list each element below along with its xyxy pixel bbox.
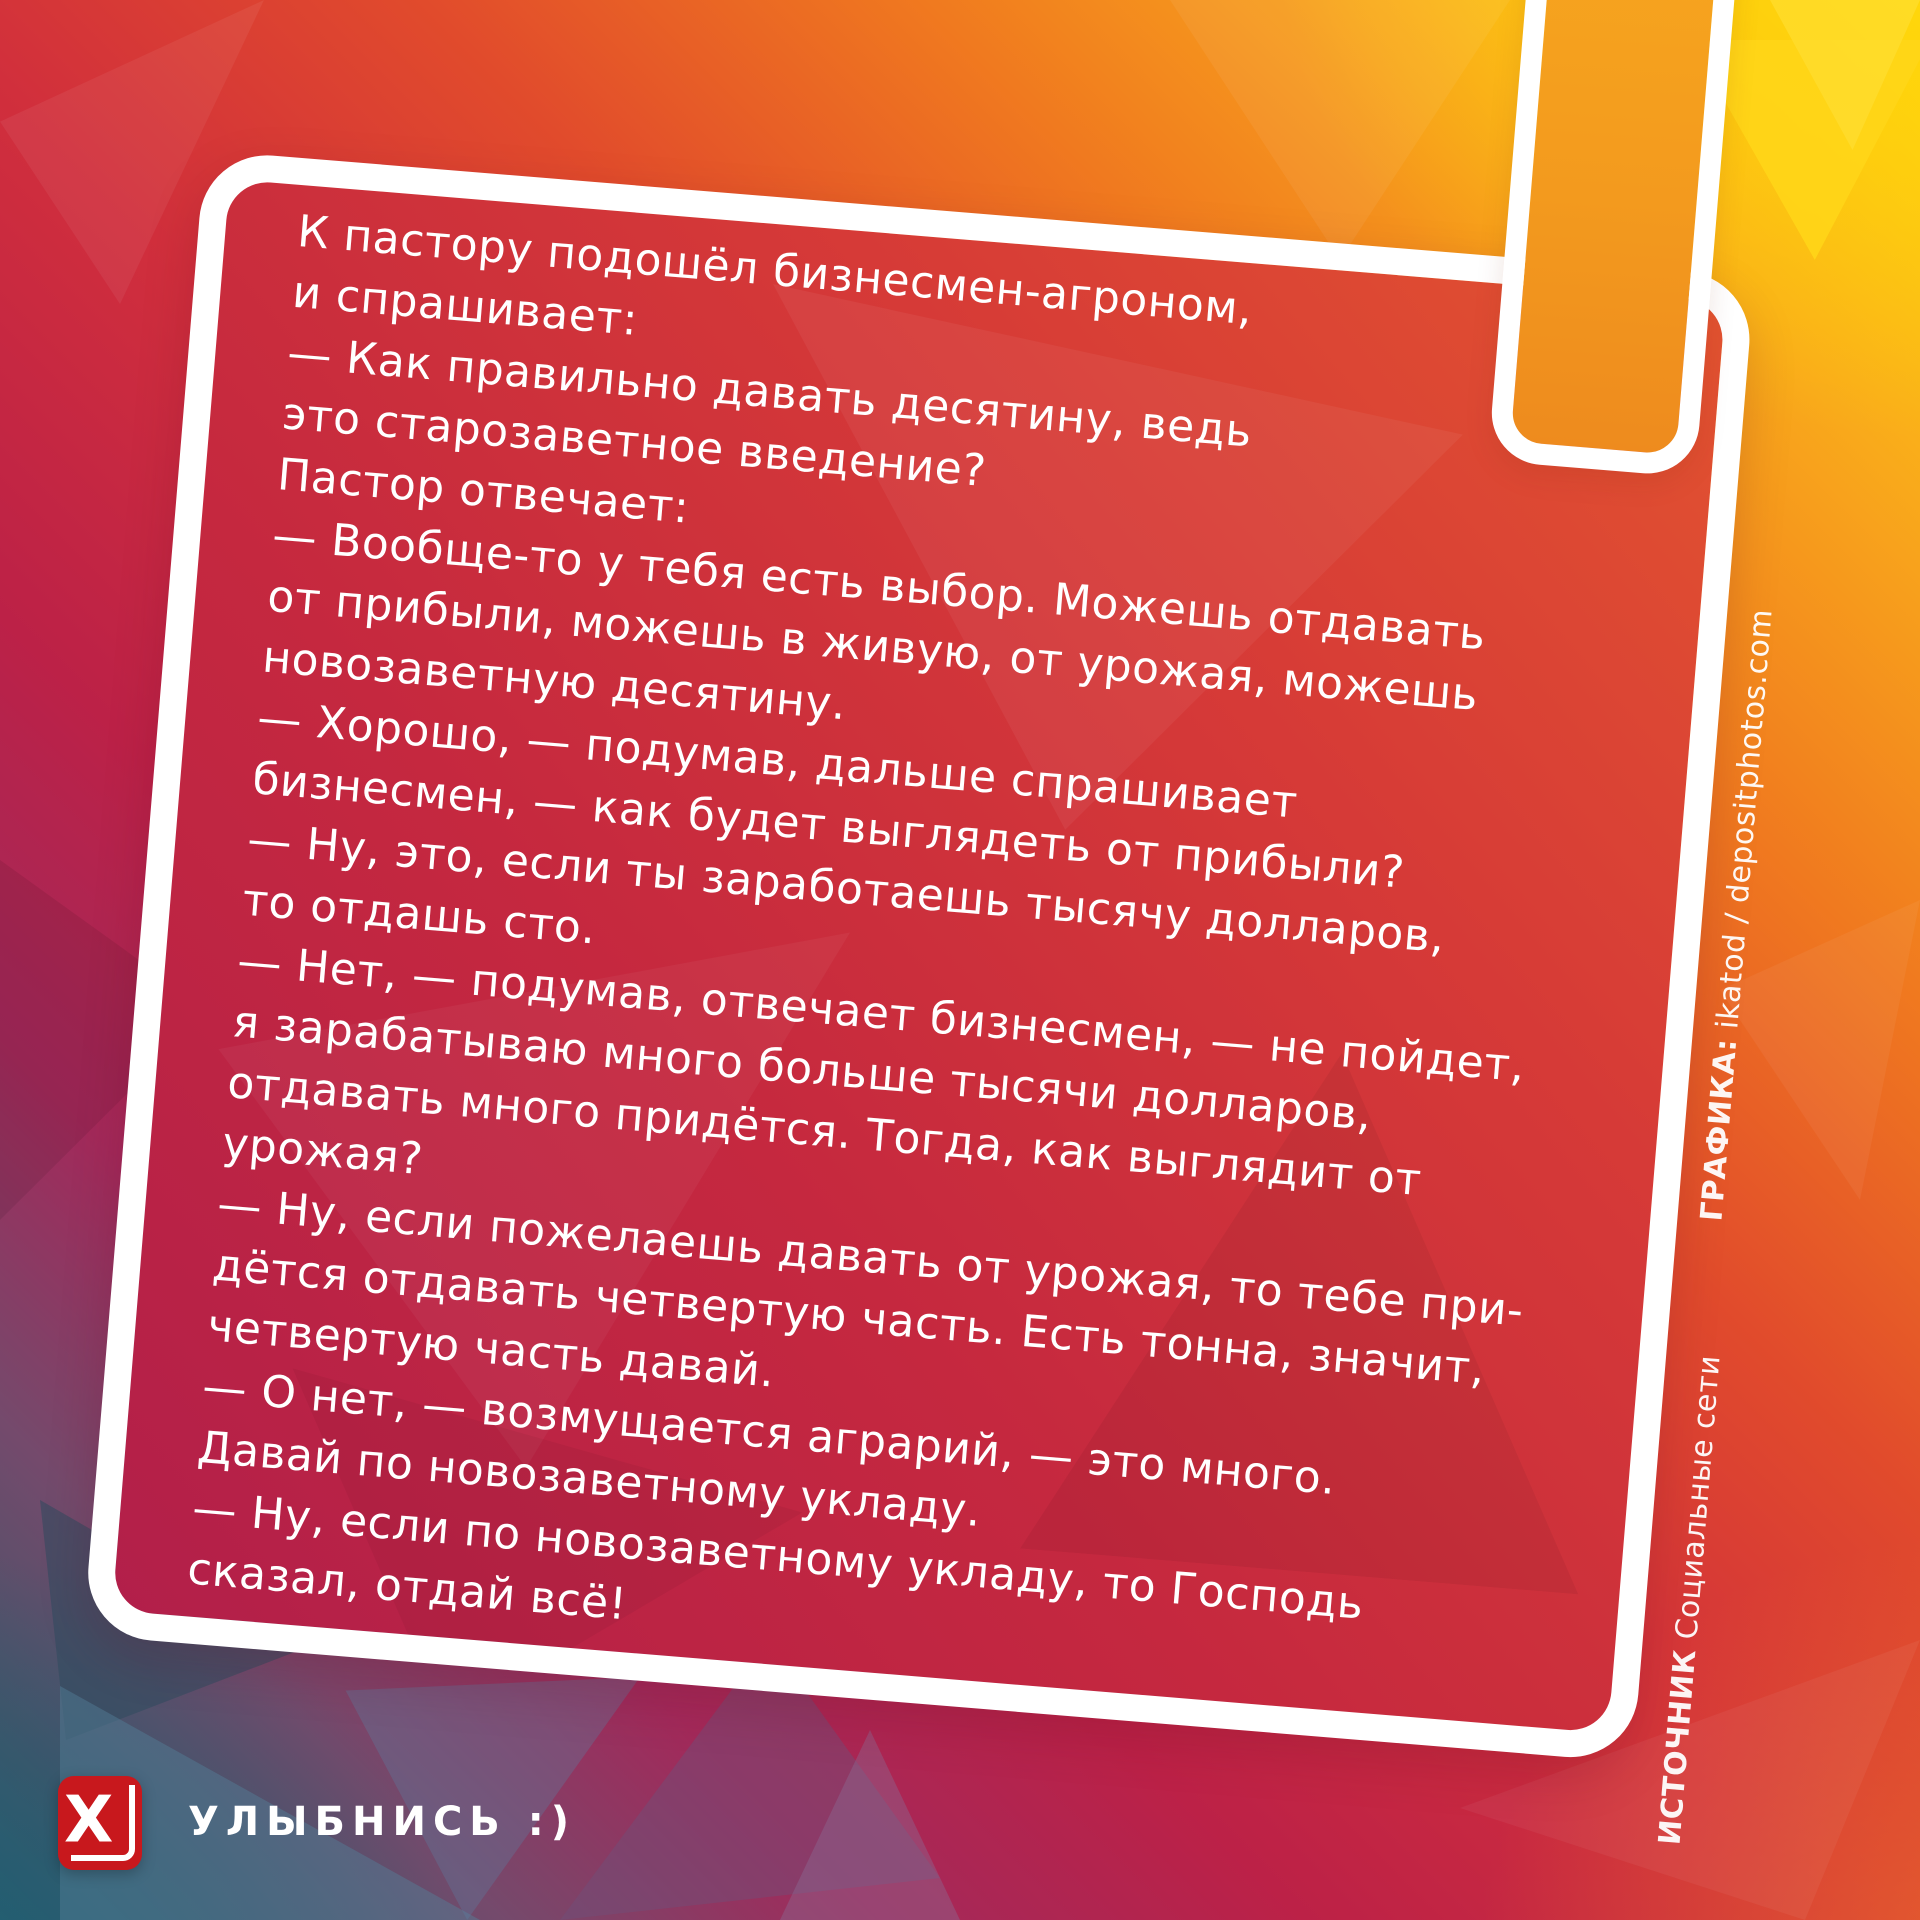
graphics-credit-value: ikatod / depositphotos.com <box>1709 607 1780 1041</box>
source-credit-value: Социальные сети <box>1668 1353 1728 1651</box>
logo-x-letter: X <box>64 1783 114 1858</box>
background-triangle <box>1170 0 1510 260</box>
smile-caption: УЛЫБНИСЬ :) <box>188 1799 576 1845</box>
graphics-credit-label: ГРАФИКА: <box>1694 1037 1745 1223</box>
brand-logo <box>58 1776 142 1870</box>
logo-corner-mark <box>71 1785 135 1861</box>
joke-text: К пастору подошёл бизнесмен-агроном, и спрашивает: — Как правильно давать десятину, ведь это старозаветное введение? Пастор отвечает: — Вообще-то у тебя есть выбор. Можешь отдавать от прибыли, можешь в живую, от урожая, можешь новозаветную десятину. — Хорошо, — подумав, дальше спрашивает бизнесмен, — как будет выглядеть от прибыли? — Ну, это, если ты заработаешь тысячу долларов, то отдашь сто. — Нет, — подумав, отвечает бизнесмен, — не пойдет, я зарабатываю много больше тысячи долларов, отдавать много придётся. Тогда, как выглядит от урожая? — Ну, если пожелаешь давать от урожая, то тебе при- дётся отдавать четвертую часть. Есть тонна, значит, четвертую часть давай. — О нет, — возмущается аграрий, — это много. Давай по новозаветному укладу. — Ну, если по новозаветному укладу, то Господь сказал, отдай всё! <box>185 205 1527 1631</box>
source-credit-label: ИСТОЧНИК <box>1652 1647 1704 1847</box>
